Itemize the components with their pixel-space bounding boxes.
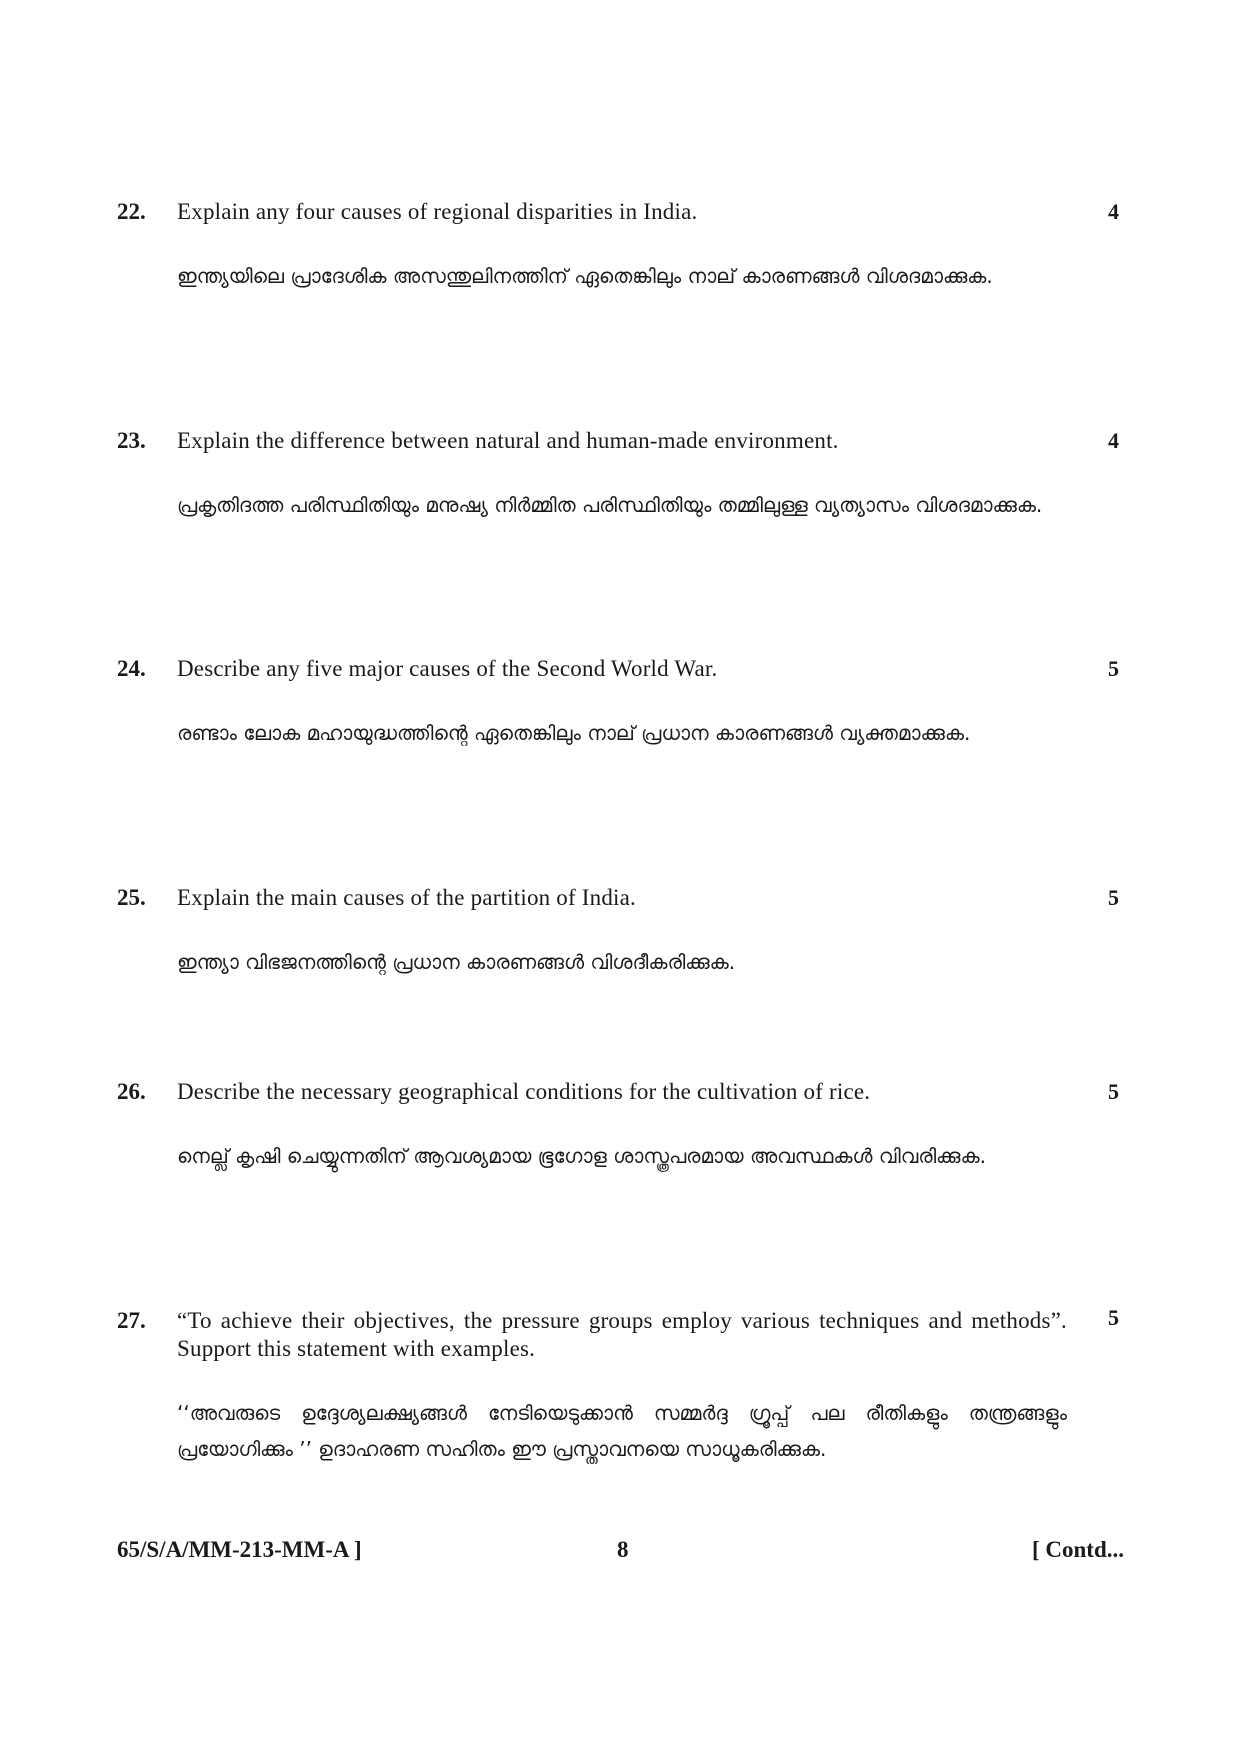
question-number: 24.: [117, 656, 146, 681]
question-text-english: Explain the difference between natural and human-made environment.: [177, 428, 839, 453]
question-marks: 5: [1108, 885, 1119, 910]
question-text-english: Describe any five major causes of the Second World War.: [177, 656, 718, 681]
question-text-english: “To achieve their objectives, the pressure groups employ various techniques and methods”. Support this statement with examples.: [177, 1308, 1067, 1361]
question-number: 22.: [117, 199, 146, 224]
question-text-malayalam: നെല്ല് കൃഷി ചെയ്യുന്നതിന് ആവശ്യമായ ഭൂഗോള ശാസ്ത്രപരമായ അവസ്ഥകൾ വിവരിക്കുക.: [177, 1144, 986, 1168]
question-number: 27.: [117, 1308, 146, 1333]
question-text-english: Describe the necessary geographical conditions for the cultivation of rice.: [177, 1079, 871, 1104]
question-text-english: Explain the main causes of the partition of India.: [177, 885, 637, 910]
question-text-malayalam: ‘‘അവരുടെ ഉദ്ദേശ്യലക്ഷ്യങ്ങൾ നേടിയെടുക്കാൻ സമ്മർദ്ദ ഗ്രൂപ്പ് പല രീതികളും തന്ത്രങ്ങളും പ്രയോഗിക്കും ’’ ഉദാഹരണ സഹിതം ഈ പ്രസ്താവനയെ സാധൂകരിക്കുക.: [177, 1401, 1067, 1461]
question-text-english: Explain any four causes of regional disparities in India.: [177, 199, 698, 224]
question-marks: 5: [1108, 1305, 1119, 1330]
question-marks: 5: [1108, 1079, 1119, 1104]
page-number: 8: [617, 1537, 629, 1562]
question-number: 23.: [117, 428, 146, 453]
paper-code: 65/S/A/MM-213-MM-A ]: [117, 1537, 362, 1562]
question-marks: 5: [1108, 656, 1119, 681]
question-text-malayalam: രണ്ടാം ലോക മഹായുദ്ധത്തിന്റെ ഏതെങ്കിലും നാല് പ്രധാന കാരണങ്ങൾ വ്യക്തമാക്കുക.: [177, 721, 971, 745]
question-text-malayalam: ഇന്ത്യാ വിഭജനത്തിന്റെ പ്രധാന കാരണങ്ങൾ വിശദീകരിക്കുക.: [177, 950, 736, 974]
question-number: 26.: [117, 1079, 146, 1104]
question-text-malayalam: പ്രകൃതിദത്ത പരിസ്ഥിതിയും മനുഷ്യ നിർമ്മിത പരിസ്ഥിതിയും തമ്മിലുള്ള വ്യത്യാസം വിശദമാക്കുക.: [177, 493, 1043, 517]
question-marks: 4: [1108, 199, 1119, 224]
question-number: 25.: [117, 885, 146, 910]
question-text-malayalam: ഇന്ത്യയിലെ പ്രാദേശിക അസന്തുലിനത്തിന് ഏതെങ്കിലും നാല് കാരണങ്ങൾ വിശദമാക്കുക.: [177, 264, 993, 288]
question-marks: 4: [1108, 428, 1119, 453]
continued-label: [ Contd...: [1032, 1537, 1125, 1562]
